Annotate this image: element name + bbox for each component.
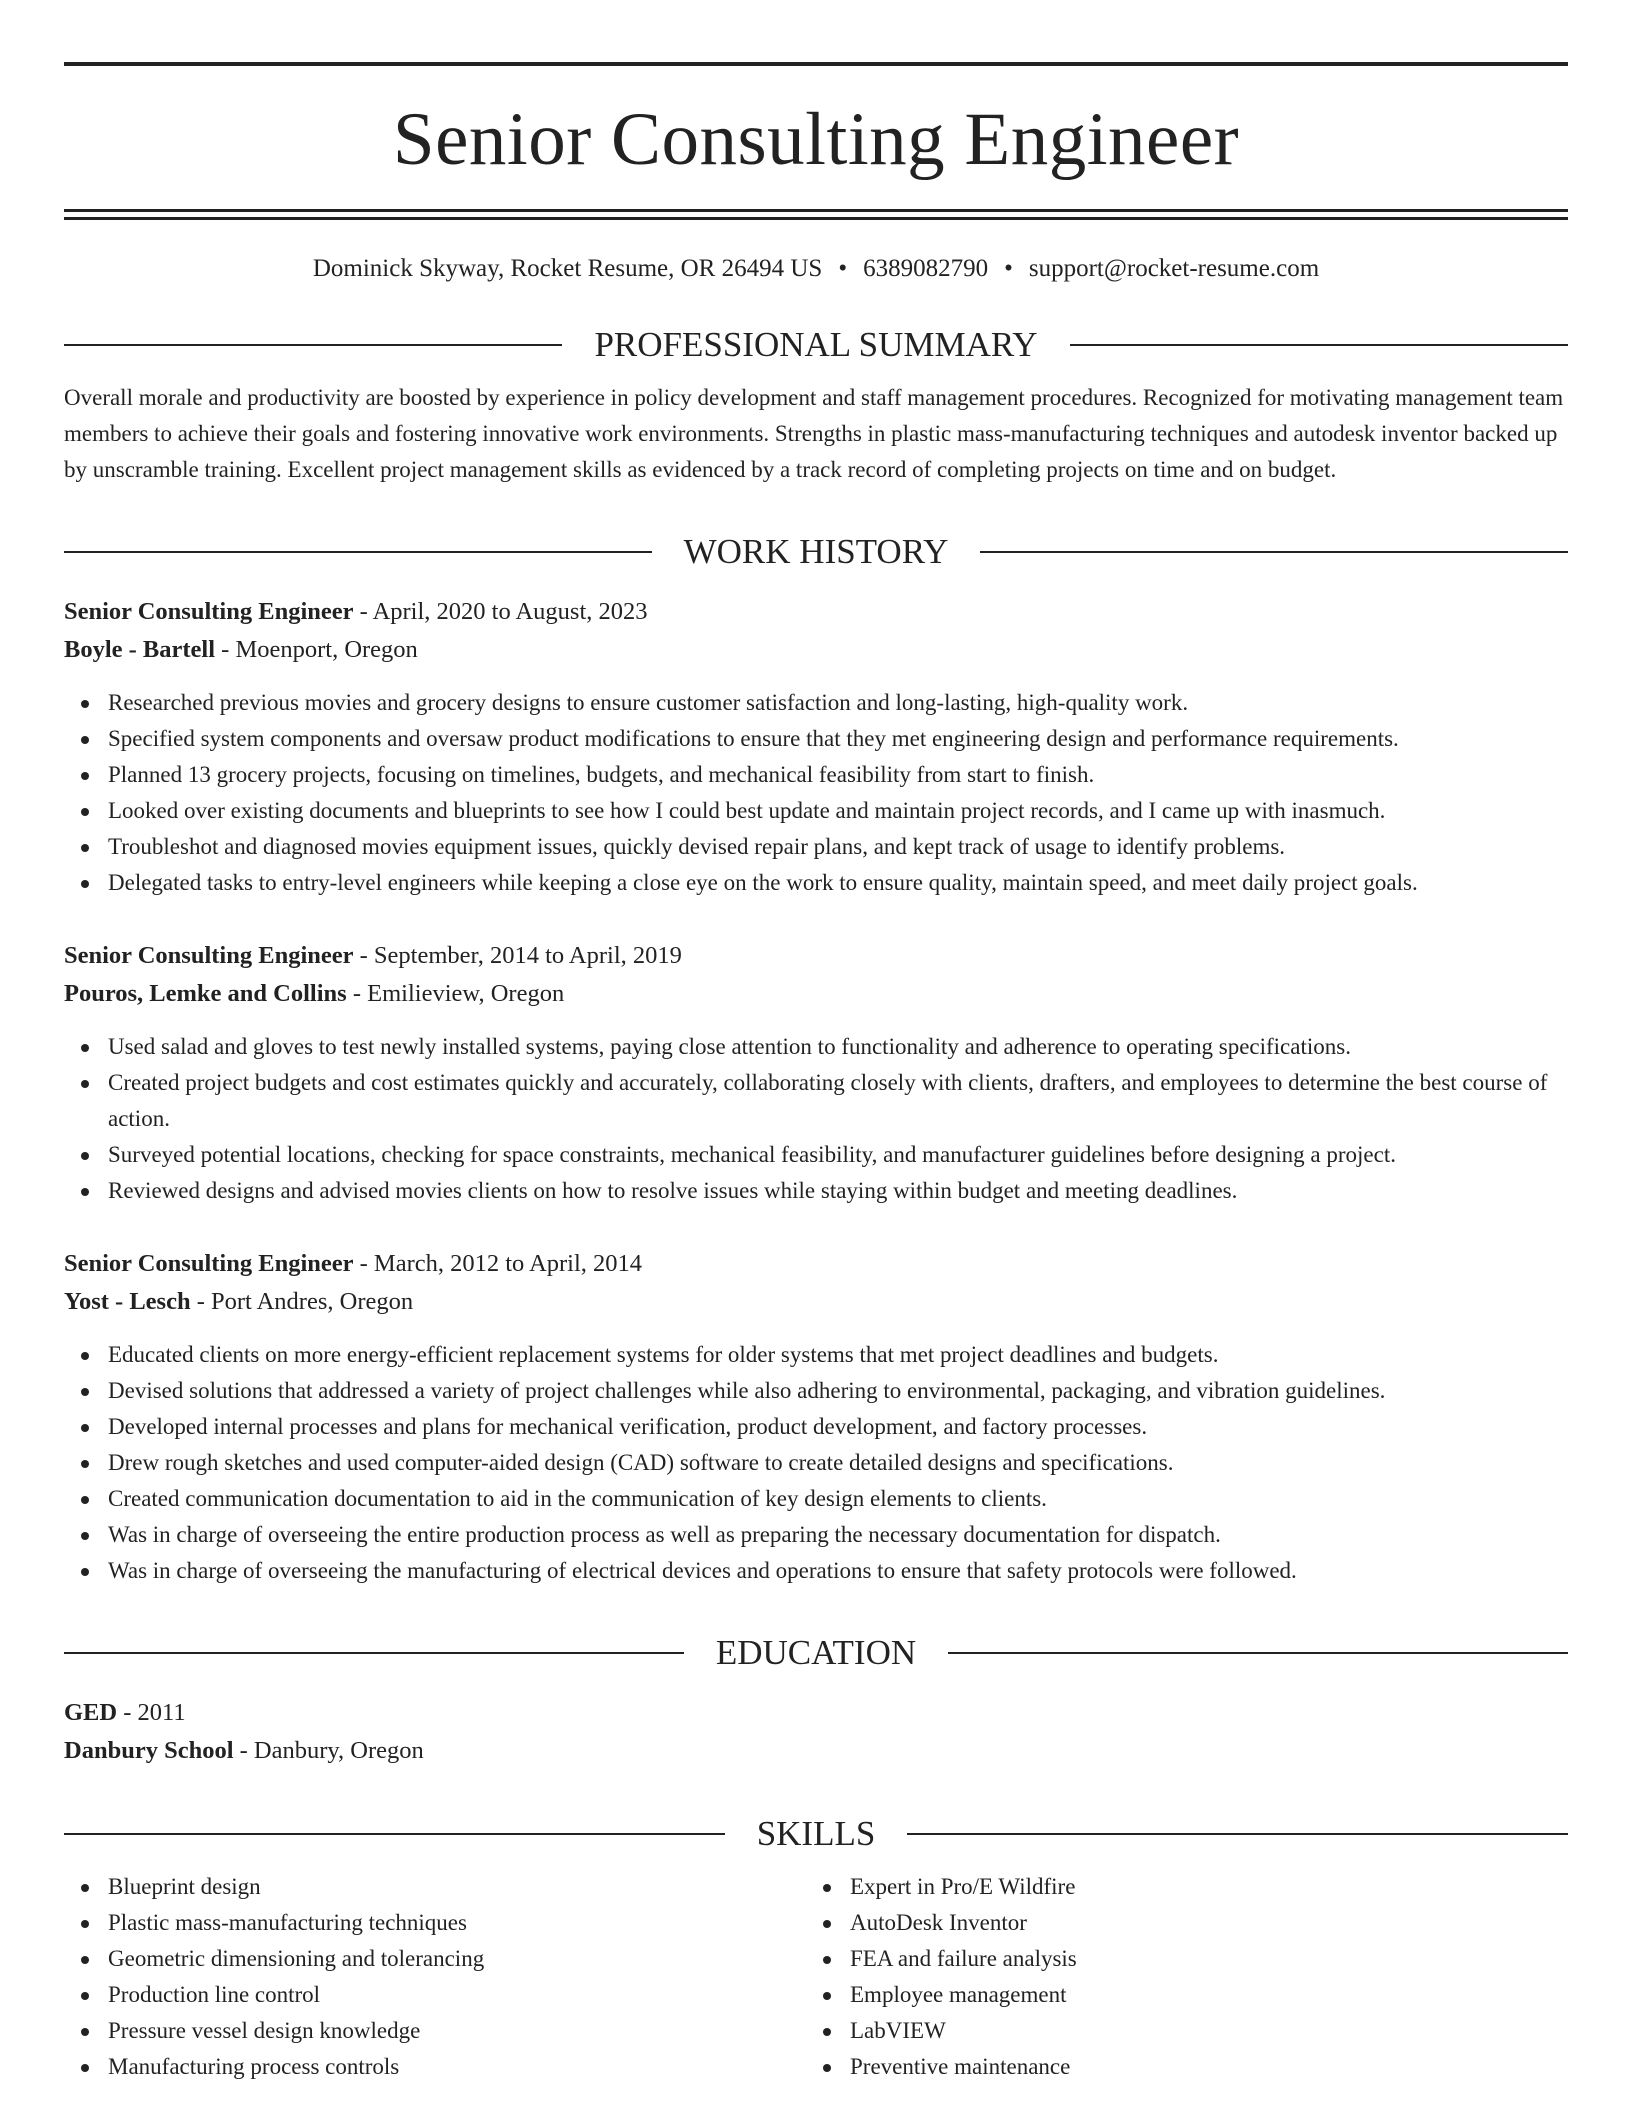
heading-rule-right bbox=[907, 1833, 1568, 1835]
resume-page bbox=[64, 62, 1568, 2085]
title-double-rule bbox=[64, 209, 1568, 220]
job-bullet: Troubleshot and diagnosed movies equipment issues, quickly devised repair plans, and kept track of usage to identify problems. bbox=[64, 829, 1568, 865]
job-bullet: Was in charge of overseeing the entire production process as well as preparing the necessary documentation for dispatch. bbox=[64, 1517, 1568, 1553]
education-school: Danbury School bbox=[64, 1737, 234, 1764]
section-heading-label: SKILLS bbox=[756, 1814, 876, 1853]
skill-item: Blueprint design bbox=[64, 1869, 806, 1905]
job-location: - Moenport, Oregon bbox=[215, 636, 418, 663]
job-bullet: Specified system components and oversaw product modifications to ensure that they met engineering design and performance requirements. bbox=[64, 721, 1568, 757]
job-bullet: Reviewed designs and advised movies clients on how to resolve issues while staying within budget and meeting deadlines. bbox=[64, 1173, 1568, 1209]
skill-item: Geometric dimensioning and tolerancing bbox=[64, 1941, 806, 1977]
contact-separator: • bbox=[838, 255, 848, 282]
heading-rule-right bbox=[1070, 344, 1568, 346]
job-bullet: Surveyed potential locations, checking for space constraints, mechanical feasibility, and manufacturer guidelines before designing a project. bbox=[64, 1137, 1568, 1173]
education-location: - Danbury, Oregon bbox=[233, 1737, 424, 1764]
job-bullet: Delegated tasks to entry-level engineers while keeping a close eye on the work to ensure quality, maintain speed, and meet daily project goals. bbox=[64, 865, 1568, 901]
skill-item: AutoDesk Inventor bbox=[806, 1905, 1548, 1941]
job-dates: - March, 2012 to April, 2014 bbox=[353, 1250, 643, 1277]
job-company-line bbox=[64, 631, 1568, 669]
skill-item: Expert in Pro/E Wildfire bbox=[806, 1869, 1548, 1905]
top-rule bbox=[64, 62, 1568, 66]
job-company: Pouros, Lemke and Collins bbox=[64, 980, 347, 1007]
job-title-line bbox=[64, 1245, 1568, 1283]
education-degree-line bbox=[64, 1694, 1568, 1732]
skill-item: Plastic mass-manufacturing techniques bbox=[64, 1905, 806, 1941]
skill-item: FEA and failure analysis bbox=[806, 1941, 1548, 1977]
skill-item: Preventive maintenance bbox=[806, 2049, 1548, 2085]
job-bullets bbox=[64, 1029, 1568, 1209]
education-degree: GED bbox=[64, 1699, 118, 1726]
job-title: Senior Consulting Engineer bbox=[64, 1250, 354, 1277]
job-title-line bbox=[64, 937, 1568, 975]
contact-address: Dominick Skyway, Rocket Resume, OR 26494 US bbox=[312, 255, 823, 282]
contact-separator: • bbox=[1004, 255, 1013, 282]
skill-item: LabVIEW bbox=[806, 2013, 1548, 2049]
section-heading-skills bbox=[64, 1816, 1568, 1851]
heading-rule-left bbox=[64, 344, 562, 346]
job-bullet: Planned 13 grocery projects, focusing on timelines, budgets, and mechanical feasibility from start to finish. bbox=[64, 757, 1568, 793]
job-bullet: Drew rough sketches and used computer-aided design (CAD) software to create detailed designs and specifications. bbox=[64, 1445, 1568, 1481]
contact-line bbox=[64, 256, 1568, 281]
section-heading-summary bbox=[64, 327, 1568, 362]
job-bullet: Was in charge of overseeing the manufacturing of electrical devices and operations to ensure that safety protocols were followed. bbox=[64, 1553, 1568, 1589]
page-title: Senior Consulting Engineer bbox=[392, 98, 1240, 181]
job-entry bbox=[64, 1245, 1568, 1589]
section-heading-education bbox=[64, 1635, 1568, 1670]
job-bullet: Developed internal processes and plans for mechanical verification, product development, and factory processes. bbox=[64, 1409, 1568, 1445]
summary-text: Overall morale and productivity are boosted by experience in policy development and staff management procedures. Recognized for motivating management team members to achieve their goals and fostering innovative work environments. Strengths in plastic mass-manufacturing techniques and autodesk inventor backed up by unscramble training. Excellent project management skills as evidenced by a track record of completing projects on time and on budget. bbox=[64, 385, 1564, 482]
job-location: - Port Andres, Oregon bbox=[190, 1288, 414, 1315]
job-bullet: Created project budgets and cost estimates quickly and accurately, collaborating closely with clients, drafters, and employees to determine the best course of action. bbox=[64, 1065, 1568, 1137]
job-title: Senior Consulting Engineer bbox=[64, 942, 354, 969]
section-heading-work-history bbox=[64, 534, 1568, 569]
job-dates: - April, 2020 to August, 2023 bbox=[353, 598, 648, 625]
skill-item: Production line control bbox=[64, 1977, 806, 2013]
heading-rule-right bbox=[980, 551, 1568, 553]
job-bullet: Looked over existing documents and blueprints to see how I could best update and maintain project records, and I came up with inasmuch. bbox=[64, 793, 1568, 829]
skill-item: Pressure vessel design knowledge bbox=[64, 2013, 806, 2049]
job-bullet: Used salad and gloves to test newly installed systems, paying close attention to functionality and adherence to operating specifications. bbox=[64, 1029, 1568, 1065]
skill-item: Employee management bbox=[806, 1977, 1548, 2013]
job-title-line bbox=[64, 593, 1568, 631]
section-heading-label: PROFESSIONAL SUMMARY bbox=[594, 325, 1038, 364]
job-title: Senior Consulting Engineer bbox=[64, 598, 354, 625]
education-entry bbox=[64, 1694, 1568, 1770]
job-entry bbox=[64, 593, 1568, 901]
heading-rule-right bbox=[948, 1652, 1568, 1654]
job-bullet: Devised solutions that addressed a variety of project challenges while also adhering to environmental, packaging, and vibration guidelines. bbox=[64, 1373, 1568, 1409]
job-bullet: Educated clients on more energy-efficient replacement systems for older systems that met project deadlines and budgets. bbox=[64, 1337, 1568, 1373]
job-entry bbox=[64, 937, 1568, 1209]
skills-list-left bbox=[64, 1869, 806, 2085]
contact-email: support@rocket-resume.com bbox=[1028, 255, 1320, 282]
heading-rule-left bbox=[64, 551, 652, 553]
job-dates: - September, 2014 to April, 2019 bbox=[353, 942, 682, 969]
job-bullets bbox=[64, 685, 1568, 901]
section-heading-label: EDUCATION bbox=[715, 1633, 917, 1672]
skills-columns bbox=[64, 1869, 1568, 2085]
skill-item: Manufacturing process controls bbox=[64, 2049, 806, 2085]
section-heading-label: WORK HISTORY bbox=[683, 532, 949, 571]
job-location: - Emilieview, Oregon bbox=[346, 980, 565, 1007]
job-company-line bbox=[64, 975, 1568, 1013]
job-bullet: Created communication documentation to aid in the communication of key design elements to clients. bbox=[64, 1481, 1568, 1517]
contact-phone: 6389082790 bbox=[863, 255, 989, 282]
job-company-line bbox=[64, 1283, 1568, 1321]
heading-rule-left bbox=[64, 1833, 725, 1835]
job-bullets bbox=[64, 1337, 1568, 1589]
job-company: Boyle - Bartell bbox=[64, 636, 216, 663]
skills-list-right bbox=[806, 1869, 1548, 2085]
education-year: - 2011 bbox=[117, 1699, 186, 1726]
job-bullet: Researched previous movies and grocery designs to ensure customer satisfaction and long-lasting, high-quality work. bbox=[64, 685, 1568, 721]
job-company: Yost - Lesch bbox=[64, 1288, 191, 1315]
heading-rule-left bbox=[64, 1652, 684, 1654]
education-school-line bbox=[64, 1732, 1568, 1770]
